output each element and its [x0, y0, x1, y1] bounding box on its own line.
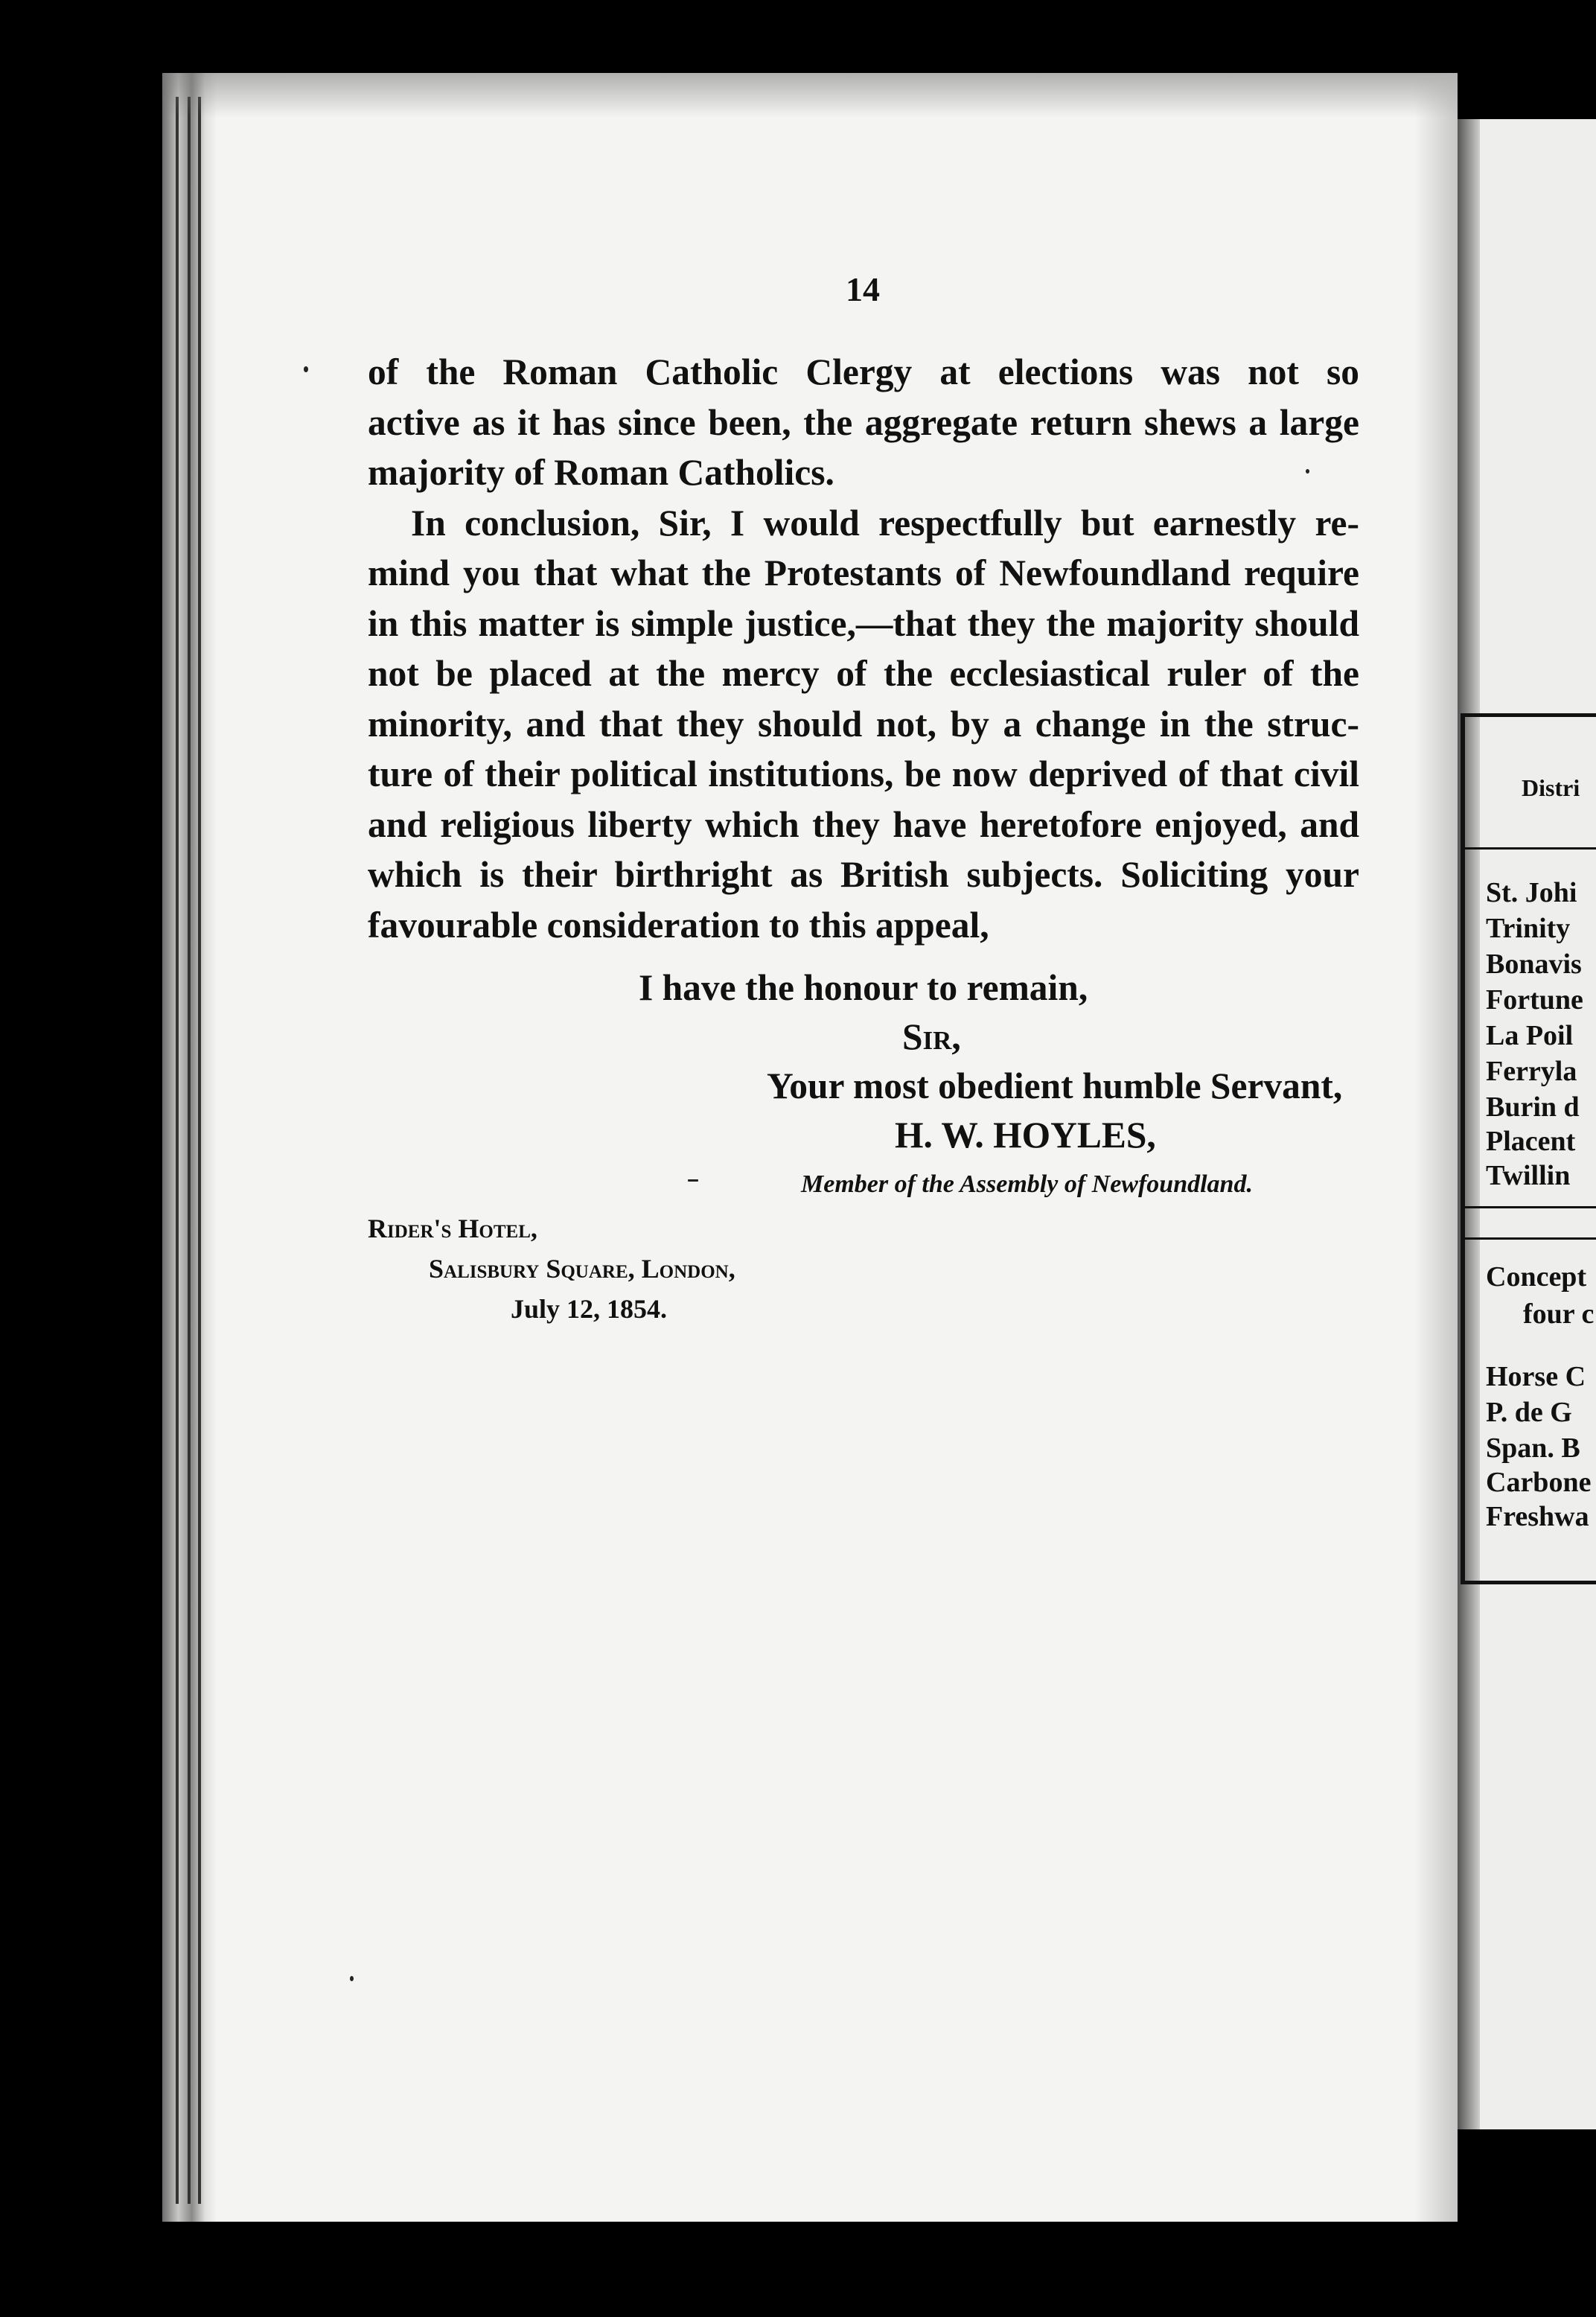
table-row-fragment: Concept — [1486, 1261, 1587, 1293]
table-rule — [1465, 1206, 1596, 1208]
text-line: minority, and that they should not, by a change in the struc- — [368, 703, 1359, 745]
table-rule — [1465, 847, 1596, 850]
text-line: In conclusion, Sir, I would respectfully but earnestly re- — [411, 502, 1359, 544]
table-row-fragment: P. de G — [1486, 1397, 1572, 1428]
table-row-fragment: Fortune — [1486, 984, 1583, 1016]
table-row-fragment: Ferryla — [1486, 1056, 1577, 1087]
page-number: 14 — [846, 270, 880, 308]
address-hotel: Rider's Hotel, — [368, 1214, 537, 1243]
table-row-fragment: Span. B — [1486, 1432, 1580, 1464]
signature-title: Member of the Assembly of Newfoundland. — [801, 1170, 1253, 1198]
text-line: active as it has since been, the aggregate return shews a large — [368, 401, 1359, 443]
table-row-fragment: Bonavis — [1486, 949, 1582, 980]
text-line: not be placed at the mercy of the ecclesiastical ruler of the — [368, 653, 1359, 694]
table-row-fragment: Freshwa — [1486, 1501, 1589, 1532]
closing-remain: I have the honour to remain, — [639, 967, 1088, 1008]
table-row-fragment: Horse C — [1486, 1361, 1586, 1392]
address-date: July 12, 1854. — [511, 1294, 668, 1324]
spine-line — [176, 97, 179, 2204]
spine-line — [188, 97, 191, 2204]
table-rule — [1465, 1237, 1596, 1240]
page-top-shadow — [162, 73, 1458, 118]
page-right-shadow — [1414, 73, 1458, 2222]
scan-speck — [350, 1976, 354, 1981]
spine-line — [198, 97, 201, 2204]
table-row-fragment: Placent — [1486, 1126, 1576, 1157]
address-square: Salisbury Square, London, — [429, 1254, 735, 1284]
text-line: and religious liberty which they have heretofore enjoyed, and — [368, 803, 1359, 845]
table-header-fragment: Distri — [1522, 774, 1580, 801]
table-row-fragment: four c — [1523, 1298, 1595, 1330]
closing-salutation: Sir, — [902, 1016, 961, 1057]
letter-body — [368, 347, 1359, 950]
table-row-fragment: Carbone — [1486, 1467, 1592, 1498]
text-line: ture of their political institutions, be now deprived of that civil — [368, 753, 1359, 794]
text-line: which is their birthright as British subjects. Soliciting your — [368, 854, 1359, 895]
table-row-fragment: Burin d — [1486, 1091, 1580, 1123]
table-row-fragment: Twillin — [1486, 1160, 1571, 1191]
text-line: in this matter is simple justice,—that they the majority should — [368, 602, 1359, 644]
text-line: majority of Roman Catholics. — [368, 452, 834, 493]
scan-speck — [688, 1179, 698, 1182]
text-line: favourable consideration to this appeal, — [368, 904, 989, 946]
text-line: of the Roman Catholic Clergy at elections was not so — [368, 351, 1359, 392]
signature: H. W. HOYLES, — [895, 1115, 1156, 1156]
text-line: mind you that what the Protestants of Newfoundland require — [368, 552, 1359, 593]
table-row-fragment: La Poil — [1486, 1020, 1574, 1051]
scan-speck — [304, 366, 308, 372]
closing-servant: Your most obedient humble Servant, — [767, 1065, 1343, 1106]
table-row-fragment: Trinity — [1486, 913, 1571, 944]
table-row-fragment: St. Johi — [1486, 877, 1577, 908]
scan-speck — [1306, 469, 1309, 474]
